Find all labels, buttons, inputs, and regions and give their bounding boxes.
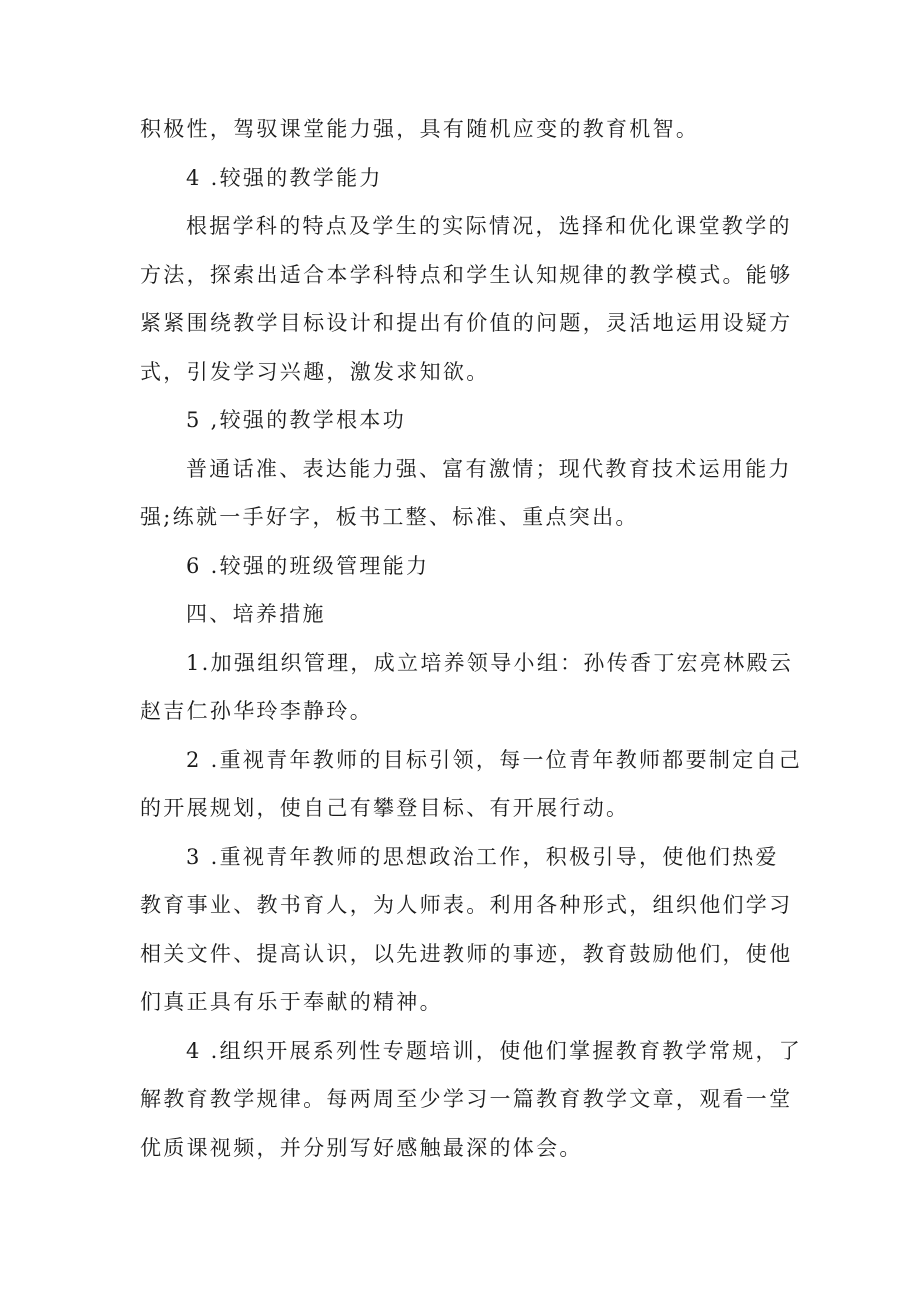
text-line: 的开展规划，使自己有攀登目标、有开展行动。 <box>140 796 630 820</box>
section-heading: 5 ,较强的教学根本功 <box>186 408 407 432</box>
text-line: 3 .重视青年教师的思想政治工作，积极引导，使他们热爱 <box>186 844 779 869</box>
text-line: 积极性，驾驭课堂能力强，具有随机应变的教育机智。 <box>140 117 700 141</box>
document-body <box>140 105 803 1172</box>
text-line: 赵吉仁孙华玲李静玲。 <box>140 699 373 723</box>
text-line: 们真正具有乐于奉献的精神。 <box>140 990 443 1014</box>
text-line: 优质课视频，并分别写好感触最深的体会。 <box>140 1135 583 1160</box>
text-line: 方法，探索出适合本学科特点和学生认知规律的教学模式。能够 <box>140 262 793 287</box>
text-line: 相关文件、提高认识，以先进教师的事迹，教育鼓励他们，使他 <box>140 941 793 966</box>
text-line: 紧紧围绕教学目标设计和提出有价值的问题，灵活地运用设疑方 <box>140 311 793 335</box>
section-heading: 四、培养措施 <box>186 602 326 626</box>
text-line: 1.加强组织管理，成立培养领导小组：孙传香丁宏亮林殿云 <box>186 650 794 675</box>
section-heading: 6 .较强的班级管理能力 <box>186 553 430 578</box>
text-line: 强;练就一手好字，板书工整、标准、重点突出。 <box>140 505 639 529</box>
text-line: 解教育教学规律。每两周至少学习一篇教育教学文章，观看一堂 <box>140 1087 793 1111</box>
text-line: 式，引发学习兴趣，激发求知欲。 <box>140 359 490 384</box>
text-line: 4 .组织开展系列性专题培训，使他们掌握教育教学常规，了 <box>186 1038 803 1063</box>
text-line: 根据学科的特点及学生的实际情况，选择和优化课堂教学的 <box>186 214 792 238</box>
section-heading: 4 .较强的教学能力 <box>186 165 383 190</box>
text-line: 2 .重视青年教师的目标引领，每一位青年教师都要制定自己 <box>186 747 803 772</box>
text-line: 普通话准、表达能力强、富有激情；现代教育技术运用能力 <box>186 456 792 481</box>
text-line: 教育事业、教书育人，为人师表。利用各种形式，组织他们学习 <box>140 893 793 917</box>
